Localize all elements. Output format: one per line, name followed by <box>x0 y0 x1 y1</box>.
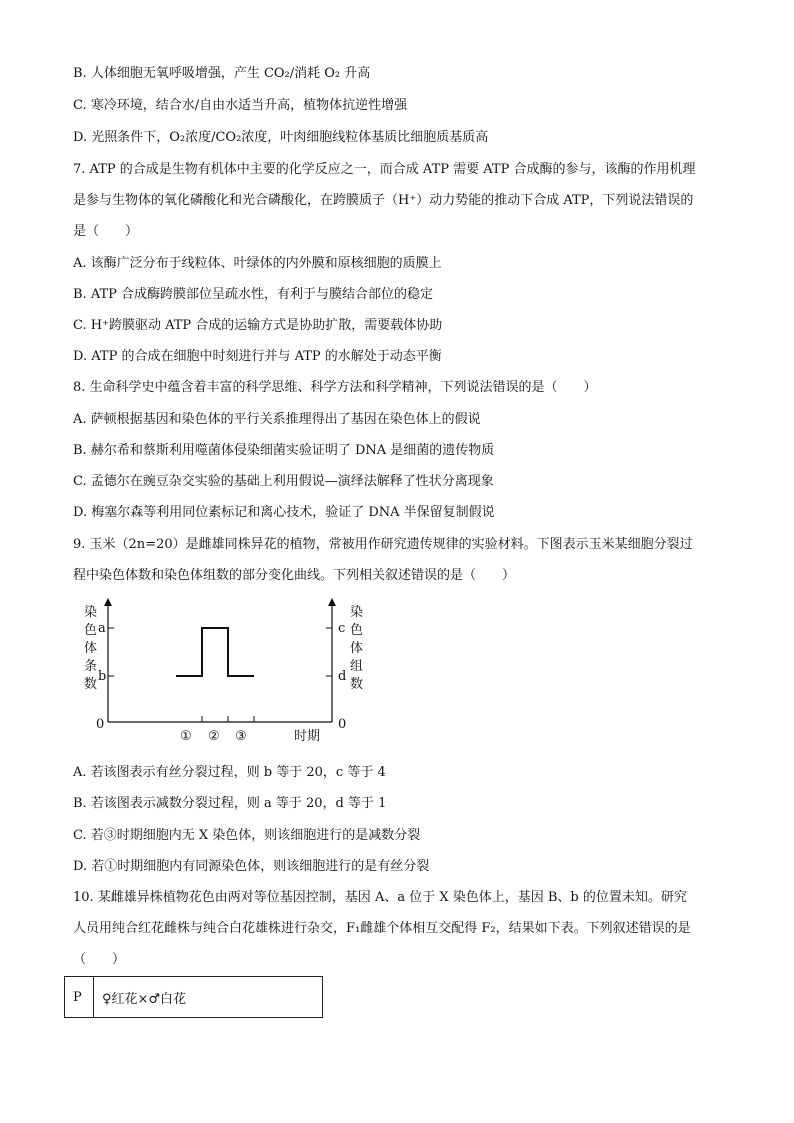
q7-stem-line-3: 是（ ） <box>73 224 139 239</box>
table-row <box>65 977 323 1018</box>
left-axis-label-char: 体 <box>84 641 98 656</box>
q8-stem: 8. 生命科学史中蕴含着丰富的科学思维、科学方法和科学精神，下列说法错误的是（ ） <box>73 380 597 395</box>
origin-label-right: 0 <box>338 717 347 732</box>
table-row-label: P <box>65 977 94 1018</box>
chromosome-count-series-line <box>176 628 254 676</box>
tick-label-a: a <box>98 621 106 636</box>
chromosome-change-chart <box>76 598 376 750</box>
q10-stem-line-1: 10. 某雌雄异株植物花色由两对等位基因控制，基因 A、a 位于 X 染色体上，基因 B、b 的位置未知。研究 <box>73 890 687 905</box>
left-axis-arrow-icon <box>104 598 112 606</box>
q9-stem-line-1: 9. 玉米（2n=20）是雌雄同株异花的植物，常被用作研究遗传规律的实验材料。下图表示玉米某细胞分裂过 <box>73 537 693 552</box>
right-axis-label-char: 染 <box>350 605 364 620</box>
q7-option-d: D. ATP 的合成在细胞中时刻进行并与 ATP 的水解处于动态平衡 <box>73 349 442 364</box>
left-axis-label-char: 色 <box>84 623 98 638</box>
origin-label-left: 0 <box>96 717 105 732</box>
q8-option-c: C. 孟德尔在豌豆杂交实验的基础上利用假说—演绎法解释了性状分离现象 <box>73 474 494 489</box>
right-axis-label-char: 数 <box>350 677 364 692</box>
period-1-label: ① <box>180 729 192 744</box>
q9-option-c: C. 若③时期细胞内无 X 染色体，则该细胞进行的是减数分裂 <box>73 828 421 843</box>
right-axis-label-char: 组 <box>350 659 364 674</box>
right-axis-arrow-icon <box>328 598 336 606</box>
right-axis-label-char: 色 <box>350 623 364 638</box>
q9-stem-line-2: 程中染色体数和染色体组数的部分变化曲线。下列相关叙述错误的是（ ） <box>73 568 516 583</box>
tick-label-c: c <box>338 621 346 636</box>
right-axis-label-char: 体 <box>350 641 364 656</box>
q8-option-d: D. 梅塞尔森等利用同位素标记和离心技术，验证了 DNA 半保留复制假说 <box>73 505 495 520</box>
q9-option-d: D. 若①时期细胞内有同源染色体，则该细胞进行的是有丝分裂 <box>73 859 430 874</box>
x-axis-label: 时期 <box>294 729 321 744</box>
tick-label-b: b <box>98 669 107 684</box>
period-3-label: ③ <box>235 729 247 744</box>
table-cell: ♀红花×♂白花 <box>94 977 323 1018</box>
left-axis-label-char: 染 <box>84 605 98 620</box>
q9-option-b: B. 若该图表示减数分裂过程，则 a 等于 20，d 等于 1 <box>73 796 387 811</box>
q9-option-a: A. 若该图表示有丝分裂过程，则 b 等于 20，c 等于 4 <box>73 765 386 780</box>
q6-option-d: D. 光照条件下，O₂浓度/CO₂浓度，叶肉细胞线粒体基质比细胞质基质高 <box>73 130 489 145</box>
left-axis-label-char: 数 <box>84 677 98 692</box>
q6-option-c: C. 寒冷环境，结合水/自由水适当升高，植物体抗逆性增强 <box>73 98 408 113</box>
q7-stem-line-2: 是参与生物体的氧化磷酸化和光合磷酸化，在跨膜质子（H⁺）动力势能的推动下合成 ATP，下列说法错误的 <box>73 193 694 208</box>
q10-stem-line-3: （ ） <box>73 952 126 967</box>
q7-option-a: A. 该酶广泛分布于线粒体、叶绿体的内外膜和原核细胞的质膜上 <box>73 256 442 271</box>
left-axis-label-char: 条 <box>84 659 98 674</box>
q7-option-b: B. ATP 合成酶跨膜部位呈疏水性，有利于与膜结合部位的稳定 <box>73 287 434 302</box>
tick-label-d: d <box>338 669 347 684</box>
q8-option-b: B. 赫尔希和蔡斯利用噬菌体侵染细菌实验证明了 DNA 是细菌的遗传物质 <box>73 443 495 458</box>
q8-option-a: A. 萨顿根据基因和染色体的平行关系推理得出了基因在染色体上的假说 <box>73 412 481 427</box>
cross-result-table <box>64 976 323 1018</box>
q10-stem-line-2: 人员用纯合红花雌株与纯合白花雄株进行杂交，F₁雌雄个体相互交配得 F₂，结果如下表。下列叙述错误的是 <box>73 921 691 936</box>
q7-stem-line-1: 7. ATP 的合成是生物有机体中主要的化学反应之一，而合成 ATP 需要 ATP 合成酶的参与，该酶的作用机理 <box>73 162 696 177</box>
period-2-label: ② <box>208 729 220 744</box>
q7-option-c: C. H⁺跨膜驱动 ATP 合成的运输方式是协助扩散，需要载体协助 <box>73 318 443 333</box>
q6-option-b: B. 人体细胞无氧呼吸增强，产生 CO₂/消耗 O₂ 升高 <box>73 66 371 81</box>
